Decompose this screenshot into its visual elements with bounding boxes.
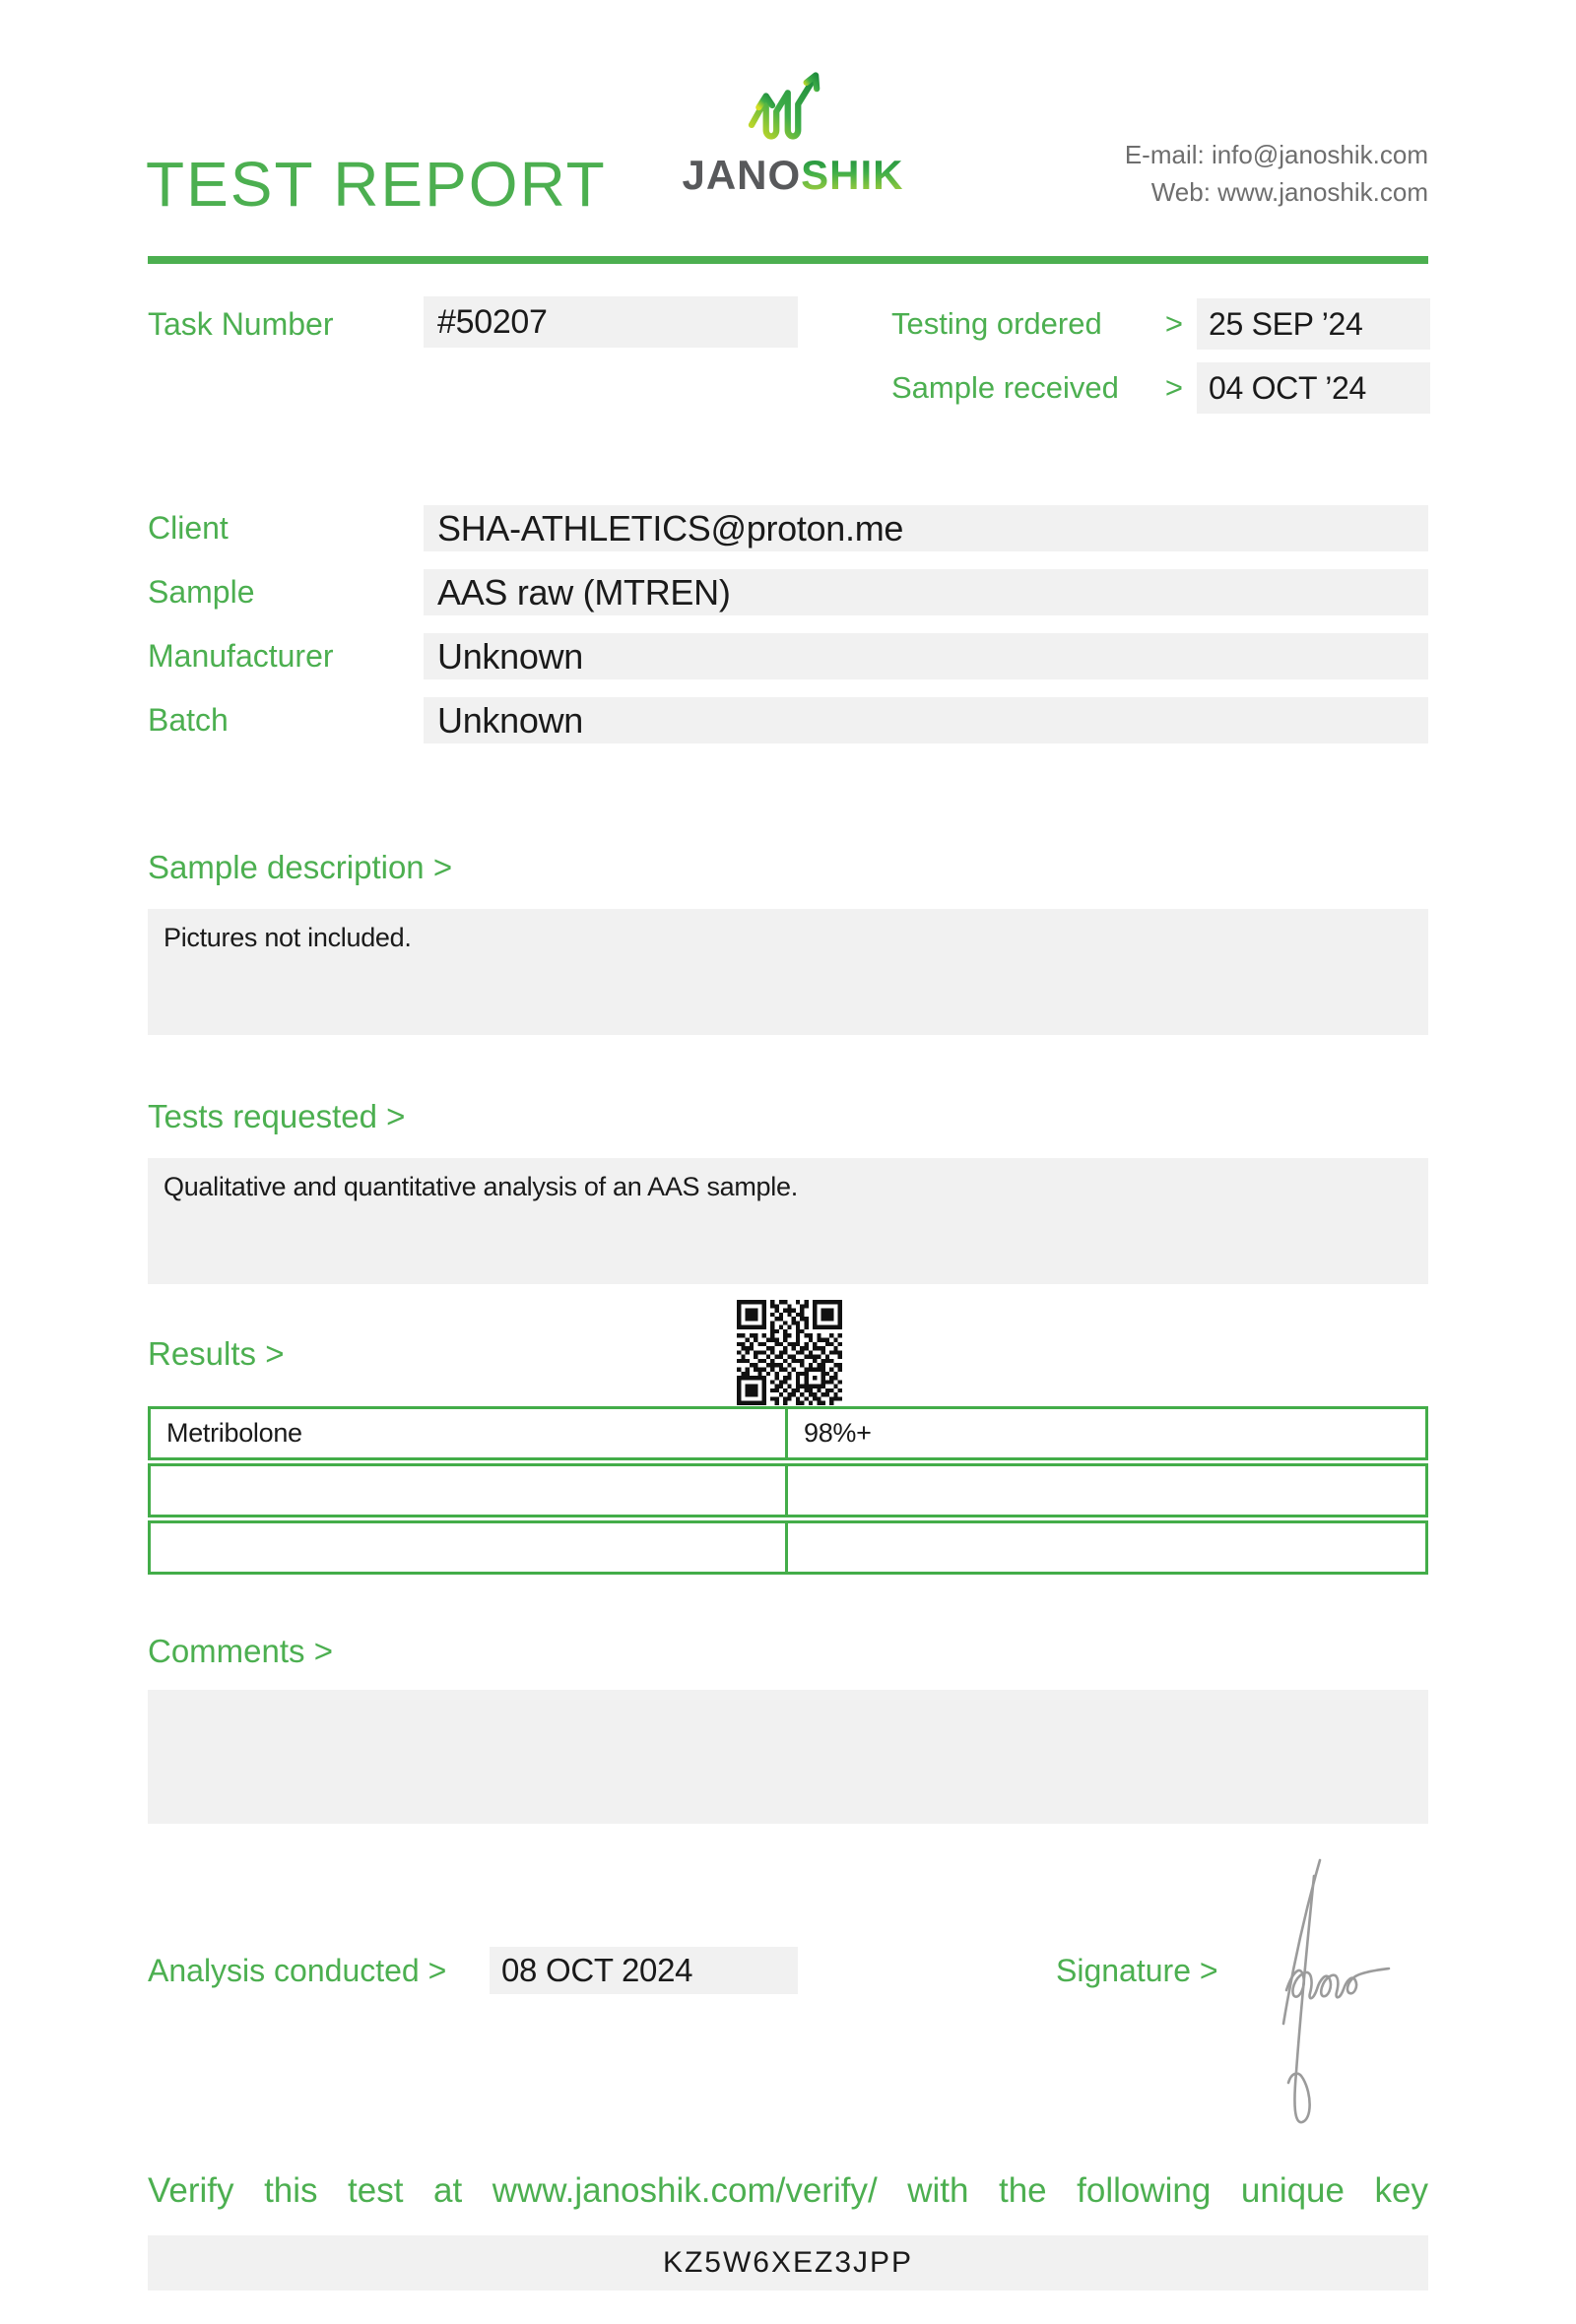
sample-description-text: Pictures not included. <box>164 923 412 952</box>
growth-chart-icon <box>746 65 840 148</box>
task-number-value: #50207 <box>437 303 548 341</box>
results-table <box>148 1406 1428 1578</box>
chevron-right-icon: > <box>1164 370 1183 405</box>
header-divider <box>148 256 1428 264</box>
signature-image <box>1251 1849 1448 2137</box>
comments-box <box>148 1690 1428 1824</box>
tests-requested-text: Qualitative and quantitative analysis of an AAS sample. <box>164 1172 798 1201</box>
analysis-conducted-label: Analysis conducted > <box>148 1953 447 1988</box>
testing-ordered-label: Testing ordered > <box>891 306 1183 341</box>
contact-email: E-mail: info@janoshik.com <box>1124 140 1428 169</box>
analysis-conducted-field <box>490 1947 798 1994</box>
sample-description-box <box>148 909 1428 1035</box>
janoshik-logo <box>680 65 906 199</box>
result-value <box>788 1523 1425 1572</box>
table-row <box>148 1520 1428 1575</box>
sample-received-value: 04 OCT ’24 <box>1209 370 1367 406</box>
result-value: 98%+ <box>804 1418 872 1448</box>
batch-field <box>424 697 1428 743</box>
results-heading: Results > <box>148 1335 285 1372</box>
comments-heading: Comments > <box>148 1633 333 1669</box>
batch-label: Batch <box>148 702 229 738</box>
table-row <box>148 1463 1428 1517</box>
result-substance: Metribolone <box>151 1409 788 1457</box>
verify-key-value: KZ5W6XEZ3JPP <box>662 2246 914 2279</box>
contact-web: Web: www.janoshik.com <box>1150 177 1428 207</box>
table-row <box>148 1406 1428 1460</box>
sample-field <box>424 569 1428 615</box>
testing-ordered-value: 25 SEP ’24 <box>1209 306 1363 342</box>
contact-block <box>1125 136 1428 211</box>
batch-value: Unknown <box>437 700 583 741</box>
sample-description-heading: Sample description > <box>148 849 453 885</box>
manufacturer-label: Manufacturer <box>148 638 334 674</box>
manufacturer-field <box>424 633 1428 679</box>
manufacturer-value: Unknown <box>437 636 583 677</box>
logo-text-green: SHIK <box>801 152 904 198</box>
tests-requested-box <box>148 1158 1428 1284</box>
analysis-conducted-value: 08 OCT 2024 <box>501 1952 693 1988</box>
verify-key-field <box>148 2235 1428 2291</box>
verify-instruction: Verify this test at www.janoshik.com/verify/ with the following unique key <box>148 2171 1428 2210</box>
testing-ordered-field <box>1197 298 1430 350</box>
chevron-right-icon: > <box>1164 306 1183 341</box>
task-number-field <box>424 296 798 348</box>
page-title: TEST REPORT <box>146 149 607 220</box>
task-number-label: Task Number <box>148 306 334 342</box>
result-value <box>788 1466 1425 1515</box>
tests-requested-heading: Tests requested > <box>148 1098 406 1134</box>
result-substance <box>151 1523 788 1572</box>
client-field <box>424 505 1428 551</box>
logo-text-gray: JANO <box>682 152 802 198</box>
signature-label: Signature > <box>1056 1953 1218 1988</box>
logo-wordmark <box>680 152 906 199</box>
comments-text <box>148 1690 1428 1717</box>
sample-received-field <box>1197 362 1430 414</box>
client-value: SHA-ATHLETICS@proton.me <box>437 508 904 549</box>
sample-label: Sample <box>148 574 255 610</box>
sample-received-label: Sample received > <box>891 370 1183 405</box>
sample-value: AAS raw (MTREN) <box>437 572 731 613</box>
client-label: Client <box>148 510 229 546</box>
result-substance <box>151 1466 788 1515</box>
qr-code <box>737 1300 842 1405</box>
